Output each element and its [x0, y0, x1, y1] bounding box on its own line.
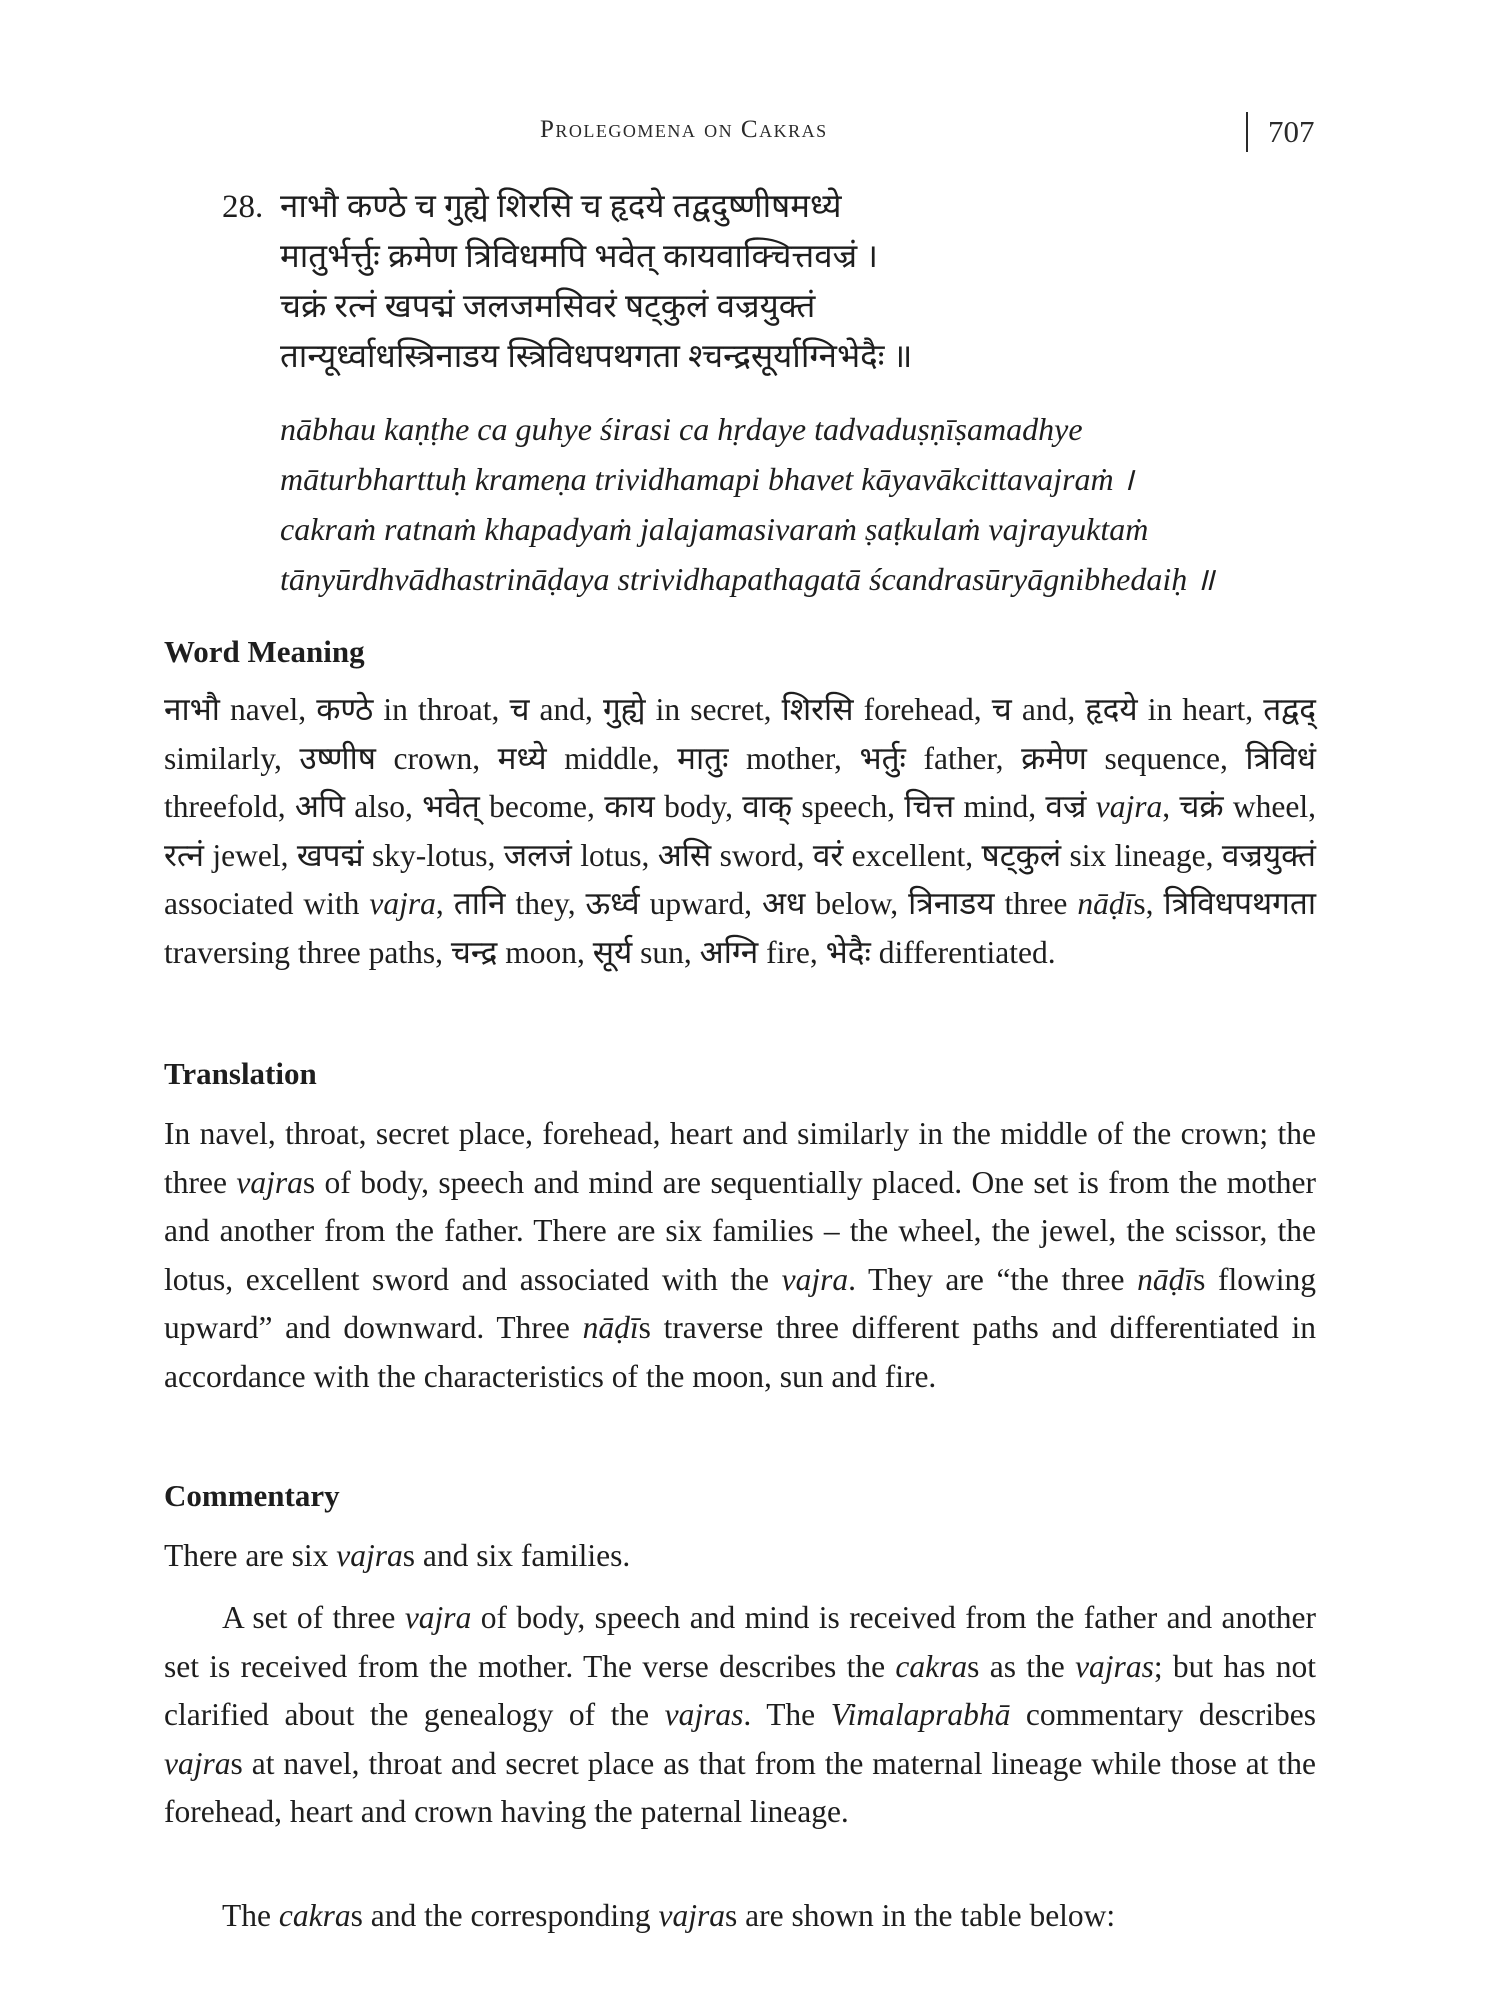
transliteration-line: tānyūrdhvādhastrināḍaya strividhapathagatā ścandrasūryāgnibhedaiḥ ॥ [280, 561, 1215, 597]
verse-line: मातुर्भर्त्तुः क्रमेण त्रिविधमपि भवेत् कायवाक्चित्तवज्रं । [280, 239, 878, 275]
commentary-paragraph-1: There are six vajras and six families. [164, 1538, 631, 1573]
commentary-heading: Commentary [164, 1478, 340, 1513]
commentary-paragraph-2: A set of three vajra of body, speech and mind is received from the father and another set is received from the mother. The verse describes the cakras as the vajras; but has not clarified about the genealogy of the vajras. The Vimalaprabhā commentary describes vajras at navel, throat and secret place as that from the maternal lineage while those at the forehead, heart and crown having the paternal lineage. [164, 1600, 1317, 1829]
verse-line-text: नाभौ कण्ठे च गुह्ये शिरसि च हृदये तद्वदुष्णीषमध्ये [280, 189, 842, 225]
verse-line: चक्रं रत्नं खपद्मं जलजमसिवरं षट्कुलं वज्रयुक्तं [280, 289, 816, 325]
header-divider [1246, 112, 1248, 152]
verse-devanagari [222, 182, 1322, 382]
word-meaning-paragraph: नाभौ navel, कण्ठे in throat, च and, गुह्ये in secret, शिरसि forehead, च and, हृदये in heart, तद्वद् similarly, उष्णीष crown, मध्ये middle, मातुः mother, भर्तुः father, क्रमेण sequence, त्रिविधं threefold, अपि also, भवेत् become, काय body, वाक् speech, चित्त mind, वज्रं vajra, चक्रं wheel, रत्नं jewel, खपद्मं sky-lotus, जलजं lotus, असि sword, वरं excellent, षट्कुलं six lineage, वज्रयुक्तं associated with vajra, तानि they, ऊर्ध्व upward, अध below, त्रिनाडय three nāḍīs, त्रिविधपथगता traversing three paths, चन्द्र moon, सूर्य sun, अग्नि fire, भेदैः differentiated. [164, 692, 1316, 970]
transliteration-line: māturbharttuḥ krameṇa trividhamapi bhavet kāyavākcittavajraṁ । [280, 461, 1134, 497]
running-header [0, 112, 1500, 158]
verse-number: 28. [222, 189, 264, 225]
page-number: 707 [1268, 114, 1315, 149]
verse-line [222, 182, 1322, 232]
transliteration-line: cakraṁ ratnaṁ khapadyaṁ jalajamasivaraṁ ṣaṭkulaṁ vajrayuktaṁ [280, 511, 1149, 547]
verse-line: तान्यूर्ध्वाधस्त्रिनाडय स्त्रिविधपथगता श्चन्द्रसूर्याग्निभेदैः ॥ [280, 339, 913, 375]
transliteration-line: nābhau kaṇṭhe ca guhye śirasi ca hṛdaye tadvaduṣṇīṣamadhye [280, 411, 1083, 447]
commentary-paragraph-3: The cakras and the corresponding vajras are shown in the table below: [222, 1898, 1116, 1933]
verse-transliteration [280, 404, 1320, 604]
translation-heading: Translation [164, 1056, 317, 1091]
word-meaning-heading: Word Meaning [164, 634, 365, 669]
running-header-title: Prolegomena on Cakras [540, 116, 828, 143]
translation-paragraph: In navel, throat, secret place, forehead, heart and similarly in the middle of the crown; the three vajras of body, speech and mind are sequentially placed. One set is from the mother and another from the father. There are six families – the wheel, the jewel, the scissor, the lotus, excellent sword and associated with the vajra. They are “the three nāḍīs flowing upward” and downward. Three nāḍīs traverse three different paths and differentiated in accordance with the characteristics of the moon, sun and fire. [164, 1116, 1316, 1394]
